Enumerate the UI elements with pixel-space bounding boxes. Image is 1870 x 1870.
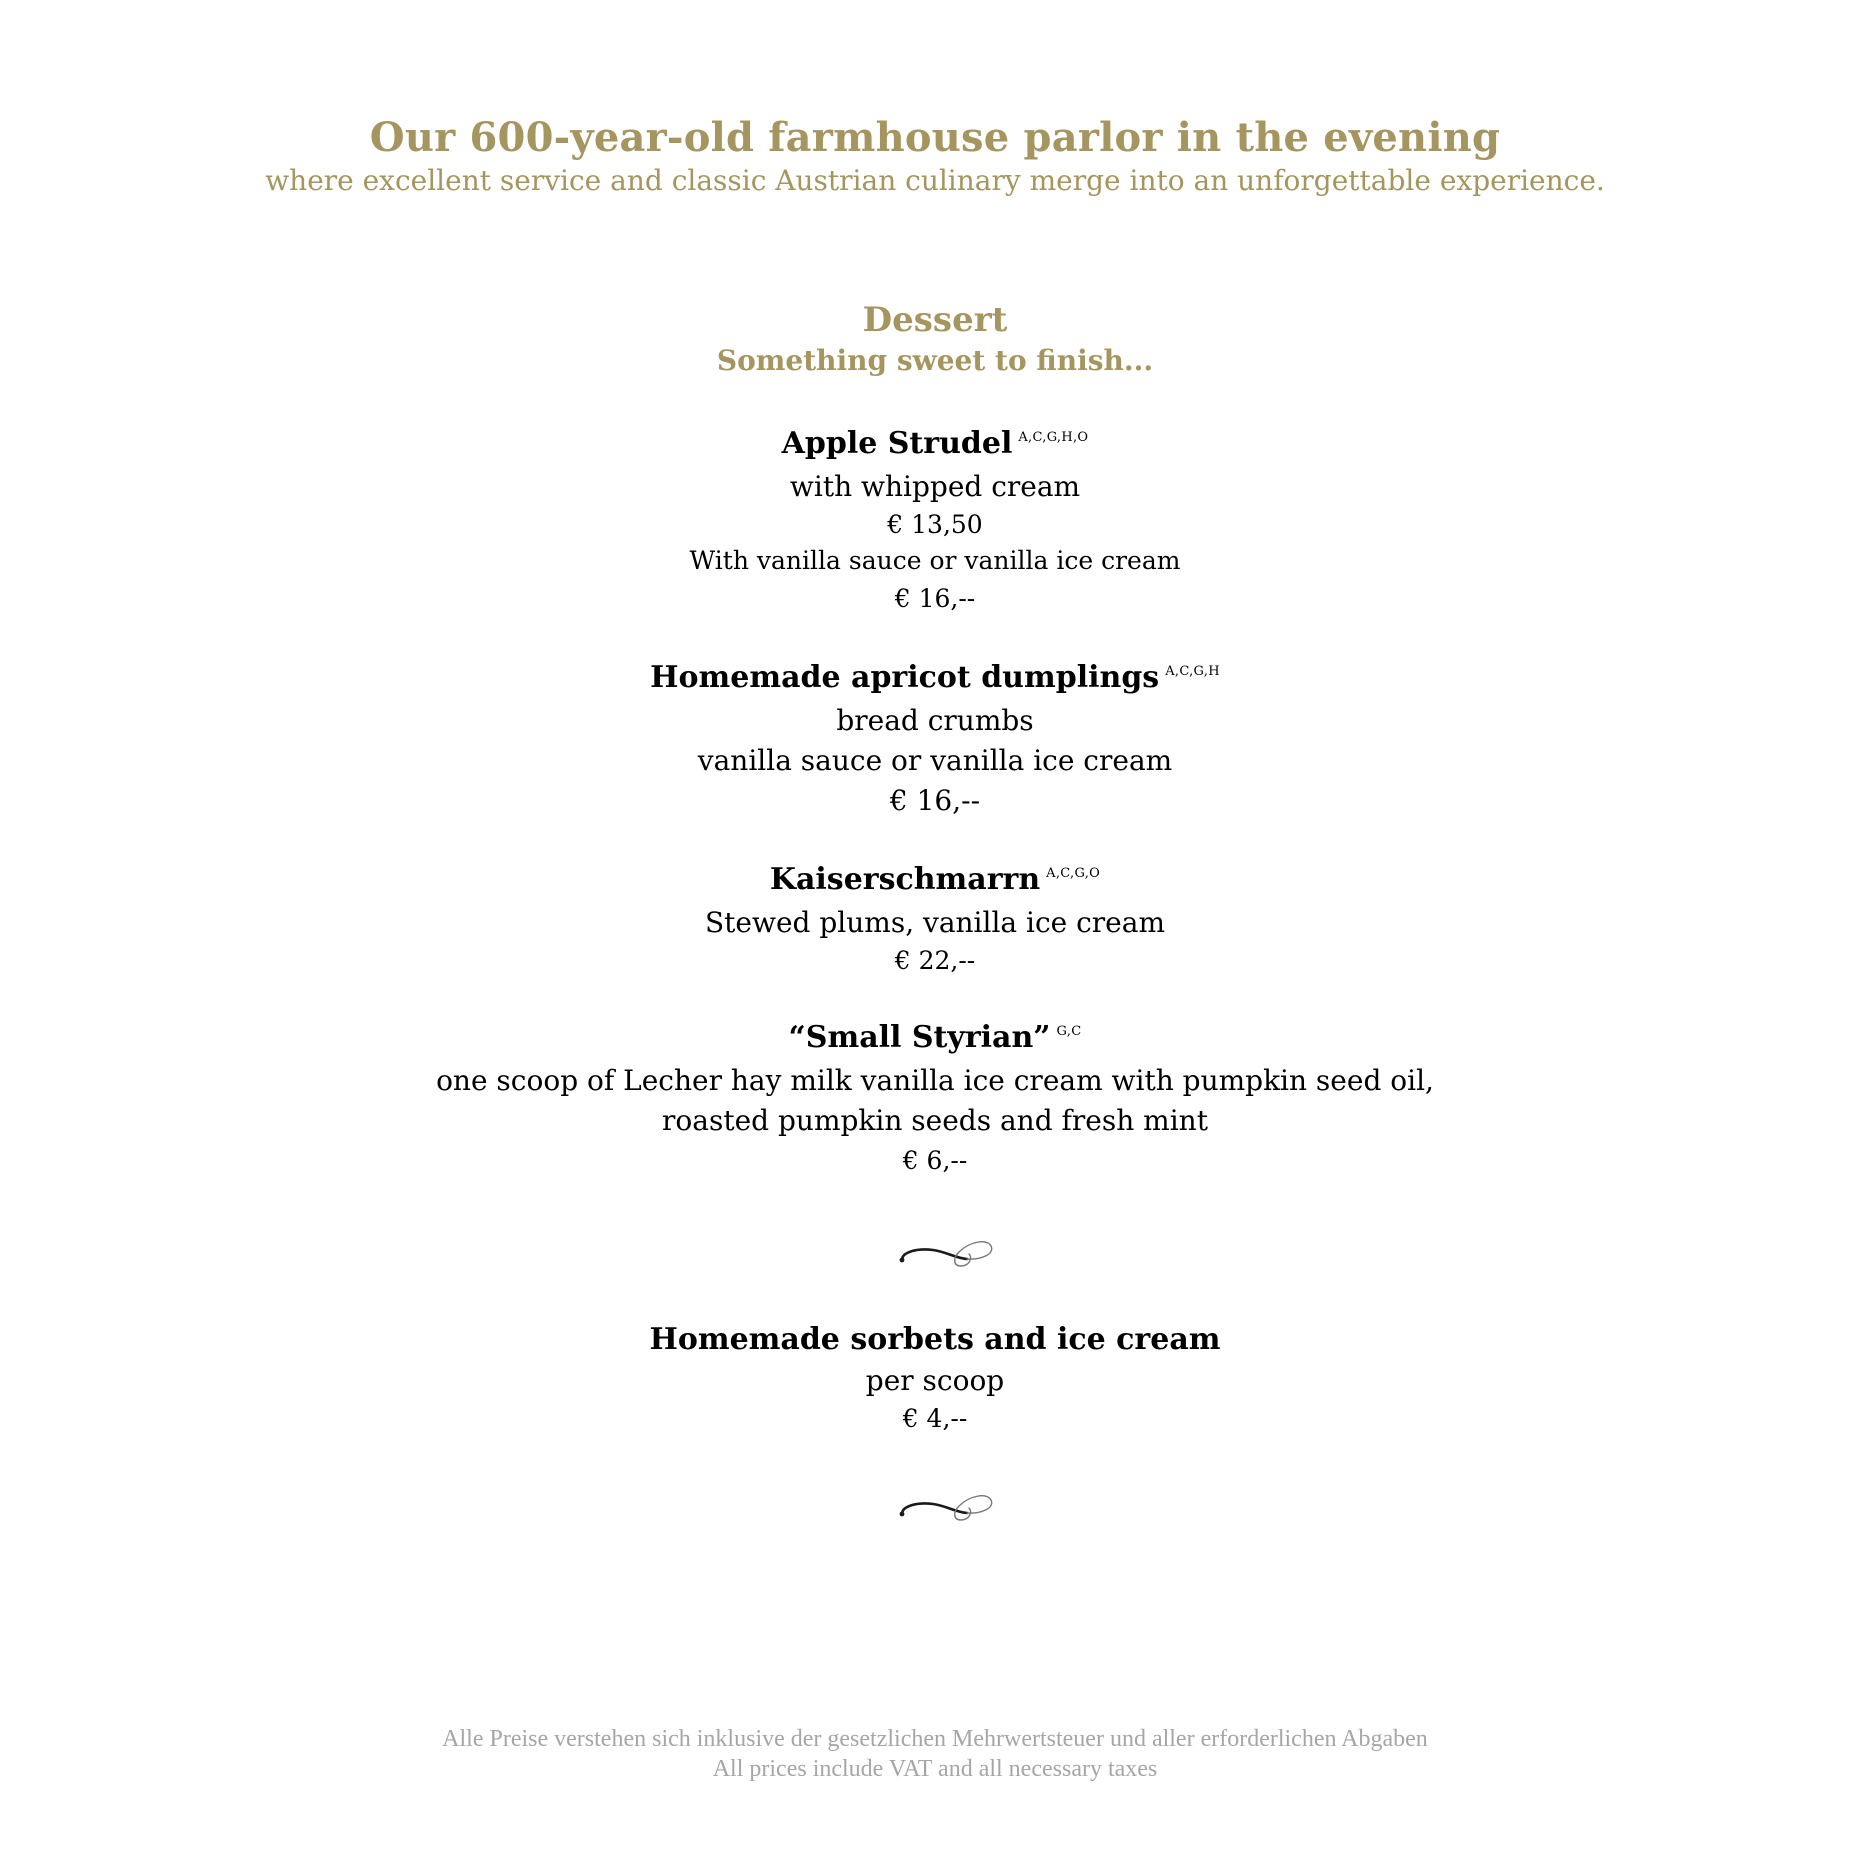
menu-item-name [0, 1322, 1870, 1357]
menu-item-price: € 16,-- [889, 784, 981, 817]
footer-vat-note-de: Alle Preise verstehen sich inklusive der gesetzlichen Mehrwertsteuer und aller erforderlichen Abgaben [442, 1726, 1428, 1752]
allergen-codes: A,C,G,O [1046, 866, 1101, 882]
section-title: Dessert [862, 300, 1008, 340]
menu-item-description: vanilla sauce or vanilla ice cream [697, 744, 1173, 777]
menu-item-name [0, 660, 1870, 695]
footer-vat-note-en: All prices include VAT and all necessary taxes [712, 1756, 1158, 1782]
allergen-codes: A,C,G,H,O [1018, 430, 1089, 446]
item-name-text: “Small Styrian” [788, 1020, 1051, 1055]
page-subtitle: where excellent service and classic Austrian culinary merge into an unforgettable experience. [265, 164, 1605, 197]
item-name-text: Kaiserschmarrn [769, 862, 1041, 897]
menu-item-name [0, 1020, 1870, 1055]
flourish-divider-icon [895, 1236, 999, 1270]
menu-item-name [0, 862, 1870, 897]
menu-item-description: Stewed plums, vanilla ice cream [705, 906, 1165, 939]
page-title: Our 600-year-old farmhouse parlor in the evening [369, 114, 1501, 161]
menu-item-description: roasted pumpkin seeds and fresh mint [662, 1104, 1208, 1137]
item-name-text: Homemade apricot dumplings [650, 660, 1160, 695]
menu-item-description: with whipped cream [789, 470, 1081, 503]
menu-item-price: € 22,-- [894, 946, 976, 975]
menu-item-price: € 13,50 [887, 510, 983, 539]
menu-item-price: € 16,-- [894, 584, 976, 613]
allergen-codes: A,C,G,H [1165, 664, 1220, 680]
menu-item-description: With vanilla sauce or vanilla ice cream [689, 546, 1181, 575]
menu-item-description: bread crumbs [836, 704, 1034, 737]
section-subtitle: Something sweet to finish... [716, 344, 1154, 377]
menu-item-name [0, 426, 1870, 461]
menu-item-price: € 4,-- [902, 1404, 968, 1433]
item-name-text: Homemade sorbets and ice cream [649, 1322, 1221, 1357]
menu-item-description: per scoop [865, 1364, 1005, 1397]
menu-item-price: € 6,-- [902, 1146, 968, 1175]
allergen-codes: G,C [1056, 1024, 1082, 1040]
item-name-text: Apple Strudel [781, 426, 1013, 461]
flourish-divider-icon [895, 1490, 999, 1524]
menu-item-description: one scoop of Lecher hay milk vanilla ice cream with pumpkin seed oil, [436, 1064, 1434, 1097]
